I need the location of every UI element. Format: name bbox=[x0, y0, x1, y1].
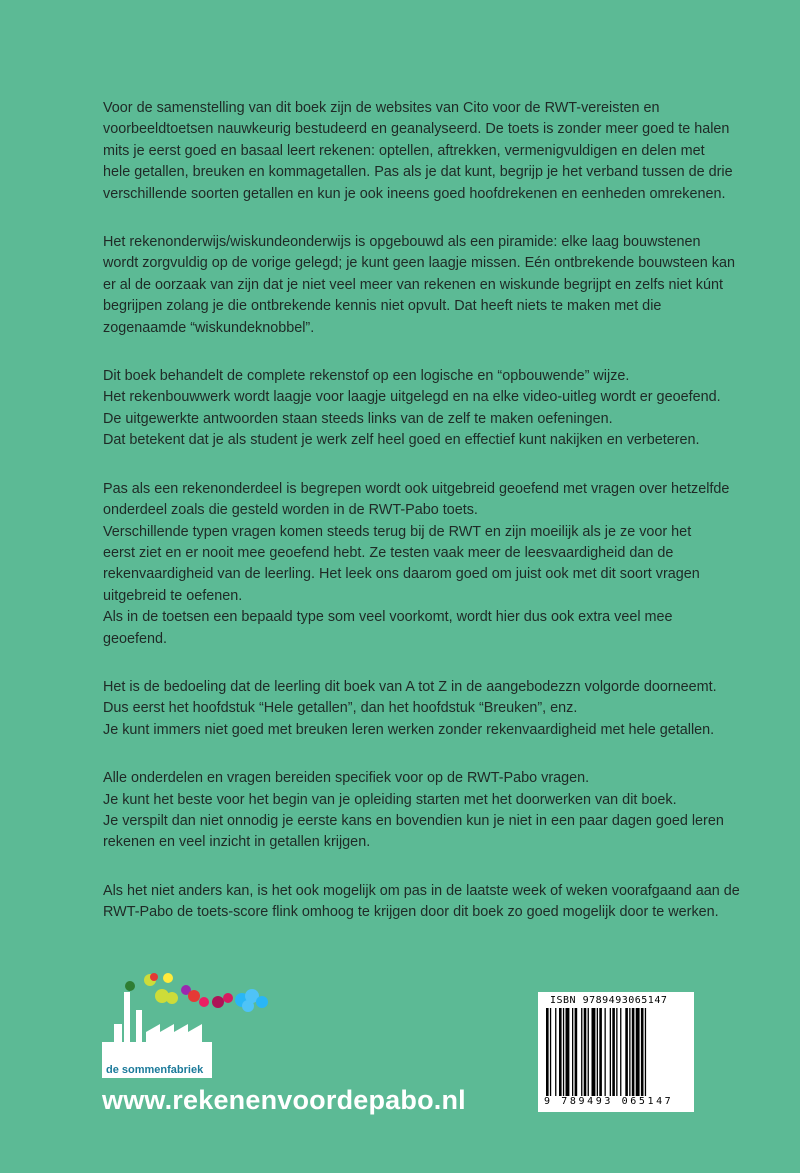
back-cover-text bbox=[103, 98, 743, 951]
paragraph-1: Voor de samenstelling van dit boek zijn de websites van Cito voor de RWT-vereisten en voorbeeldtoetsen nauwkeurig bestudeerd en geanalyseerd. De toets is zonder meer goed te halen mits je eerst goed en basaal leert rekenen: optellen, aftrekken, vermenigvuldigen en delen met hele getallen, breuken en kommagetallen. Pas als je dat kunt, begrijp je het verband tussen de drie verschillende soorten getallen en kun je ook ineens goed hoofdrekenen en eenheden omrekenen. bbox=[103, 100, 733, 202]
barcode-bars-icon bbox=[546, 1008, 686, 1096]
paragraph-7: Als het niet anders kan, is het ook mogelijk om pas in de laatste week of weken voorafgaand aan de RWT-Pabo de toets-score flink omhoog te krijgen door dit boek zo goed mogelijk door te werken. bbox=[103, 882, 740, 921]
paragraph-2: Het rekenonderwijs/wiskundeonderwijs is opgebouwd als een piramide: elke laag bouwstenen wordt zorgvuldig op de vorige gelegd; je kunt geen laagje missen. Eén ontbrekende bouwsteen kan er al de oorzaak van zijn dat je niet veel meer van rekenen en wiskunde begrijpt en zelfs niet kúnt begrijpen zolang je die ontbrekende kennis niet opvult. Dat heeft niets te maken met die zogenaamde “wiskundeknobbel”. bbox=[103, 234, 736, 336]
isbn-digits: 9 789493 065147 bbox=[544, 1096, 674, 1107]
isbn-label: ISBN 9789493065147 bbox=[550, 995, 668, 1006]
paragraph-6: Alle onderdelen en vragen bereiden specifiek voor op de RWT-Pabo vragen. Je kunt het beste voor het begin van je opleiding starten met het doorwerken van dit boek. Je verspilt dan niet onnodig je eerste kans en bovendien kun je niet in een paar dagen goed leren rekenen en veel inzicht in getallen krijgen. bbox=[103, 770, 724, 851]
paragraph-3: Dit boek behandelt de complete rekenstof op een logische en “opbouwende” wijze. Het rekenbouwwerk wordt laagje voor laagje uitgelegd en na elke video-uitleg wordt er geoefend. De uitgewerkte antwoorden staan steeds links van de zelf te maken oefeningen. Dat betekent dat je als student je werk zelf heel goed en effectief kunt nakijken en verbeteren. bbox=[103, 368, 721, 449]
isbn-barcode bbox=[538, 992, 694, 1112]
paragraph-5: Het is de bedoeling dat de leerling dit boek van A tot Z in de aangebodezzn volgorde doorneemt. Dus eerst het hoofdstuk “Hele getallen”, dan het hoofdstuk “Breuken”, enz. Je kunt immers niet goed met breuken leren werken zonder rekenvaardigheid met hele getallen. bbox=[103, 678, 717, 738]
logo-caption: de sommenfabriek bbox=[102, 1062, 212, 1078]
paragraph-4: Pas als een rekenonderdeel is begrepen wordt ook uitgebreid geoefend met vragen over hetzelfde onderdeel zoals die gesteld worden in de RWT-Pabo toets. Verschillende typen vragen komen steeds terug bij de RWT en zijn moeilijk als je ze voor het eerst ziet en er nooit mee geoefend hebt. Ze testen vaak meer de leesvaardigheid dan de rekenvaardigheid van de leerling. Het leek ons daarom goed om juist ook met dit soort vragen uitgebreid te oefenen. Als in de toetsen een bepaald type som veel voorkomt, wordt hier dus ook extra veel mee geoefend. bbox=[103, 480, 730, 647]
sommenfabriek-logo-icon bbox=[102, 972, 272, 1076]
website-url: www.rekenenvoordepabo.nl bbox=[102, 1085, 466, 1115]
